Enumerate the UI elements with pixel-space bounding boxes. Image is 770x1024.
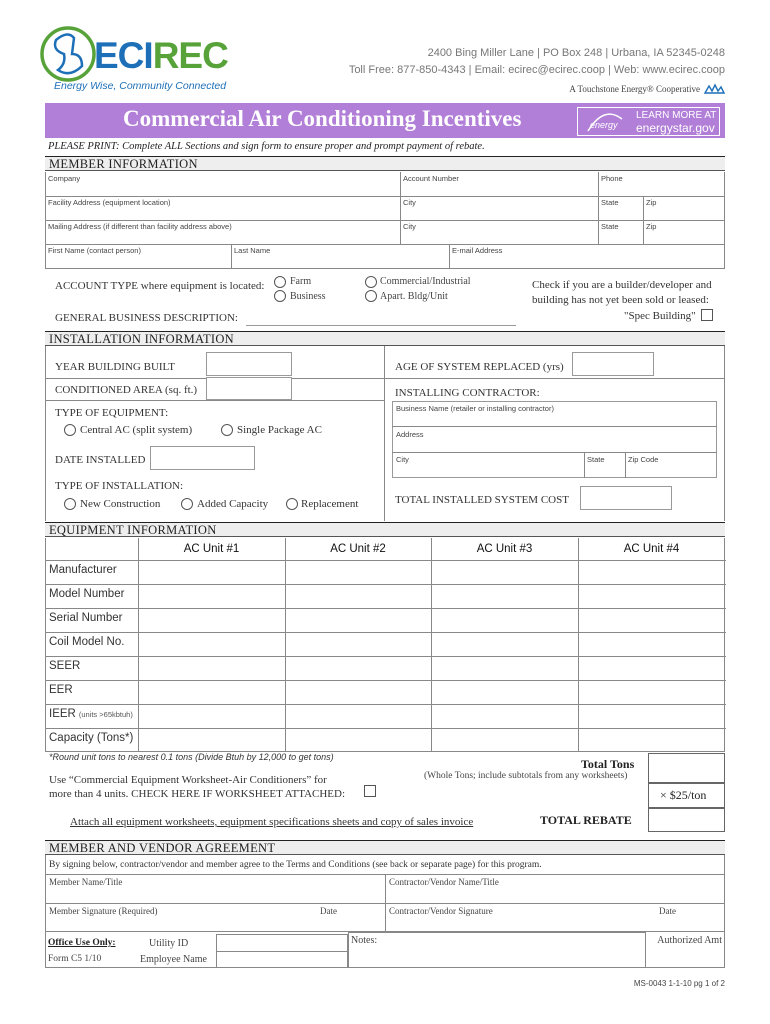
member-info-heading: MEMBER INFORMATION (45, 156, 725, 171)
replacement-radio[interactable] (286, 498, 298, 510)
equipment-cell-input[interactable] (433, 586, 576, 606)
equipment-cell-input[interactable] (580, 730, 723, 750)
business-name-field[interactable]: Business Name (retailer or installing contractor) (396, 404, 554, 413)
single-package-label: Single Package AC (237, 424, 322, 436)
utility-id-input[interactable] (216, 934, 348, 952)
added-capacity-radio[interactable] (181, 498, 193, 510)
column-divider (285, 538, 286, 752)
equipment-row-label: IEER (units >65kbtuh) (49, 708, 133, 720)
office-use-label: Office Use Only: (48, 938, 116, 948)
equipment-row-label: Coil Model No. (49, 636, 125, 648)
equipment-cell-input[interactable] (433, 610, 576, 630)
total-tons-label: Total Tons (581, 757, 635, 771)
row-divider (46, 728, 726, 729)
type-installation-label: TYPE OF INSTALLATION: (55, 480, 184, 492)
estar-line1: LEARN MORE AT (636, 110, 717, 121)
contractor-address-field[interactable]: Address (396, 430, 424, 439)
footer-form-number: MS-0043 1-1-10 pg 1 of 2 (633, 979, 725, 988)
replacement-label: Replacement (301, 498, 359, 510)
first-name-field[interactable]: First Name (contact person) (48, 246, 141, 255)
estar-line2: energystar.gov (636, 121, 715, 135)
business-radio[interactable] (274, 290, 286, 302)
conditioned-area-input[interactable] (206, 377, 292, 400)
equipment-row-label: EER (49, 684, 73, 696)
equipment-row-label: SEER (49, 660, 81, 672)
row-divider (46, 608, 726, 609)
column-divider (138, 538, 139, 752)
ac-unit-header: AC Unit #1 (183, 543, 240, 555)
equipment-cell-input[interactable] (287, 562, 429, 582)
notes-label: Notes: (351, 935, 378, 946)
equipment-cell-input[interactable] (580, 586, 723, 606)
apart-radio[interactable] (365, 290, 377, 302)
mailing-zip-field[interactable]: Zip (646, 222, 657, 231)
mailing-address-field[interactable]: Mailing Address (if different than facility address above) (48, 222, 232, 231)
instruction-text: PLEASE PRINT: Complete ALL Sections and sign form to ensure proper and prompt payment of rebate. (48, 141, 485, 152)
contact-line: Toll Free: 877-850-4343 | Email: ecirec@ecirec.coop | Web: www.ecirec.coop (348, 64, 725, 76)
account-number-field[interactable]: Account Number (403, 174, 459, 183)
facility-city-field[interactable]: City (403, 198, 416, 207)
total-rebate-input[interactable] (648, 808, 725, 832)
equipment-cell-input[interactable] (580, 658, 723, 678)
spec-building-label: "Spec Building" (624, 310, 696, 322)
equipment-row-label: Manufacturer (49, 564, 117, 576)
row-divider (46, 560, 726, 561)
equipment-cell-input[interactable] (287, 658, 429, 678)
apart-label: Apart. Bldg/Unit (380, 291, 448, 302)
year-built-label: YEAR BUILDING BUILT (55, 361, 175, 373)
spec-building-checkbox[interactable] (701, 309, 713, 321)
employee-name-input[interactable] (216, 951, 348, 968)
ac-unit-header: AC Unit #4 (623, 543, 680, 555)
commercial-label: Commercial/Industrial (380, 276, 471, 287)
logo (38, 22, 228, 98)
last-name-field[interactable]: Last Name (234, 246, 271, 255)
single-package-radio[interactable] (221, 424, 233, 436)
equipment-cell-input[interactable] (433, 706, 576, 726)
row-divider (46, 656, 726, 657)
equipment-cell-input[interactable] (287, 610, 429, 630)
equipment-cell-input[interactable] (433, 658, 576, 678)
equipment-cell-input[interactable] (580, 682, 723, 702)
form-label: Form C5 1/10 (48, 954, 102, 964)
equipment-cell-input[interactable] (140, 706, 283, 726)
equipment-cell-input[interactable] (140, 730, 283, 750)
row-divider (46, 632, 726, 633)
total-cost-label: TOTAL INSTALLED SYSTEM COST (395, 494, 569, 506)
date-installed-input[interactable] (150, 446, 255, 470)
worksheet-line2: more than 4 units. CHECK HERE IF WORKSHEET ATTACHED: (49, 788, 346, 800)
equipment-cell-input[interactable] (580, 562, 723, 582)
equipment-cell-input[interactable] (433, 682, 576, 702)
member-date-field[interactable]: Date (320, 906, 337, 916)
logo-eci: ECI (94, 35, 153, 76)
year-built-input[interactable] (206, 352, 292, 376)
equipment-cell-input[interactable] (287, 586, 429, 606)
new-construction-label: New Construction (80, 498, 161, 510)
rate-label: × $25/ton (660, 788, 707, 802)
age-system-input[interactable] (572, 352, 654, 376)
logo-rec: REC (152, 35, 228, 76)
total-rebate-label: TOTAL REBATE (540, 813, 632, 827)
farm-radio[interactable] (274, 276, 286, 288)
ecirec-logo-icon (38, 24, 100, 86)
facility-zip-field[interactable]: Zip (646, 198, 657, 207)
member-signature-field[interactable]: Member Signature (Required) (49, 906, 158, 916)
age-system-label: AGE OF SYSTEM REPLACED (yrs) (395, 361, 564, 373)
notes-input[interactable] (348, 932, 646, 968)
total-tons-input[interactable] (648, 753, 725, 783)
contractor-name-field[interactable]: Contractor/Vendor Name/Title (389, 877, 499, 887)
mailing-state-field[interactable]: State (601, 222, 619, 231)
equipment-cell-input[interactable] (287, 730, 429, 750)
address-line: 2400 Bing Miller Lane | PO Box 248 | Urbana, IA 52345-0248 (427, 47, 725, 59)
builder-line2: building has not yet been sold or leased: (532, 294, 709, 306)
ac-unit-header: AC Unit #3 (476, 543, 533, 555)
contractor-city-field[interactable]: City (396, 455, 409, 464)
new-construction-radio[interactable] (64, 498, 76, 510)
type-equipment-label: TYPE OF EQUIPMENT: (55, 407, 169, 419)
equipment-cell-input[interactable] (140, 586, 283, 606)
equipment-cell-input[interactable] (433, 730, 576, 750)
page-title: Commercial Air Conditioning Incentives (123, 106, 522, 131)
company-field[interactable]: Company (48, 174, 81, 183)
contractor-signature-field[interactable]: Contractor/Vendor Signature (389, 906, 493, 916)
attach-note: Attach all equipment worksheets, equipment specifications sheets and copy of sales invoice (70, 816, 474, 828)
equipment-row-label: Model Number (49, 588, 125, 600)
business-description-label: GENERAL BUSINESS DESCRIPTION: (55, 312, 238, 324)
ac-unit-header: AC Unit #2 (330, 543, 386, 555)
row-divider (46, 704, 726, 705)
equipment-cell-input[interactable] (580, 706, 723, 726)
phone-field[interactable]: Phone (601, 174, 623, 183)
agreement-text: By signing below, contractor/vendor and member agree to the Terms and Conditions (see back or separate page) for this program. (49, 860, 542, 870)
equipment-cell-input[interactable] (287, 706, 429, 726)
equipment-row-label: Capacity (Tons*) (49, 732, 134, 744)
added-capacity-label: Added Capacity (197, 498, 269, 510)
installing-contractor-label: INSTALLING CONTRACTOR: (395, 387, 540, 399)
equipment-cell-input[interactable] (140, 682, 283, 702)
equipment-cell-input[interactable] (580, 634, 723, 654)
energy-star-icon (584, 111, 624, 133)
account-type-label: ACCOUNT TYPE where equipment is located: (55, 280, 265, 292)
row-divider (46, 584, 726, 585)
central-ac-radio[interactable] (64, 424, 76, 436)
utility-id-label: Utility ID (149, 938, 189, 949)
contractor-zip-field[interactable]: Zip Code (628, 455, 659, 464)
equipment-cell-input[interactable] (140, 658, 283, 678)
authorized-amt-field[interactable]: Authorized Amt (657, 935, 722, 946)
conditioned-area-label: CONDITIONED AREA (sq. ft.) (55, 384, 198, 396)
equipment-table (45, 538, 725, 752)
facility-state-field[interactable]: State (601, 198, 619, 207)
ieer-note: (units >65kbtuh) (78, 710, 133, 719)
equipment-cell-input[interactable] (433, 634, 576, 654)
contractor-state-field[interactable]: State (587, 455, 605, 464)
equipment-cell-input[interactable] (140, 634, 283, 654)
column-divider (431, 538, 432, 752)
equipment-cell-input[interactable] (580, 610, 723, 630)
touchstone-energy-icon (703, 83, 725, 95)
equipment-info-heading: EQUIPMENT INFORMATION (45, 522, 725, 537)
business-description-input[interactable] (246, 312, 516, 326)
cooperative-label: A Touchstone Energy® Cooperative (569, 83, 725, 95)
total-tons-note: (Whole Tons; include subtotals from any worksheets) (424, 771, 628, 781)
equipment-row-label: Serial Number (49, 612, 123, 624)
equipment-cell-input[interactable] (433, 562, 576, 582)
equipment-cell-input[interactable] (140, 610, 283, 630)
round-note: *Round unit tons to nearest 0.1 tons (Divide Btuh by 12,000 to get tons) (49, 752, 334, 762)
worksheet-checkbox[interactable] (364, 785, 376, 797)
central-ac-label: Central AC (split system) (80, 424, 193, 436)
column-divider (578, 538, 579, 752)
energy-star-logo-text: energy (590, 120, 618, 130)
tagline: Energy Wise, Community Connected (54, 80, 227, 92)
email-field[interactable]: E-mail Address (452, 246, 503, 255)
equipment-cell-input[interactable] (140, 562, 283, 582)
business-label: Business (290, 291, 326, 302)
total-cost-input[interactable] (580, 486, 672, 510)
worksheet-line1: Use “Commercial Equipment Worksheet-Air Conditioners” for (49, 774, 327, 786)
date-installed-label: DATE INSTALLED (55, 454, 146, 466)
energy-star-badge (577, 107, 720, 136)
agreement-heading: MEMBER AND VENDOR AGREEMENT (45, 840, 725, 855)
employee-name-label: Employee Name (140, 954, 207, 965)
facility-address-field[interactable]: Facility Address (equipment location) (48, 198, 171, 207)
farm-label: Farm (290, 276, 312, 287)
mailing-city-field[interactable]: City (403, 222, 416, 231)
equipment-cell-input[interactable] (287, 682, 429, 702)
installation-info-heading: INSTALLATION INFORMATION (45, 331, 725, 346)
contractor-date-field[interactable]: Date (659, 906, 676, 916)
member-name-field[interactable]: Member Name/Title (49, 877, 123, 887)
commercial-radio[interactable] (365, 276, 377, 288)
builder-line1: Check if you are a builder/developer and (532, 279, 712, 291)
equipment-grid (46, 538, 724, 751)
row-divider (46, 680, 726, 681)
equipment-cell-input[interactable] (287, 634, 429, 654)
